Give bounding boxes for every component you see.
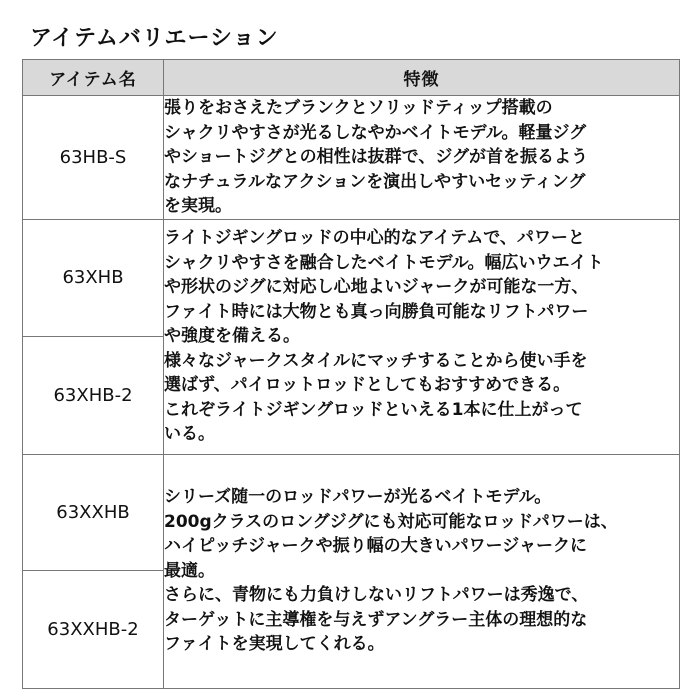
- feature-cell: [164, 219, 680, 454]
- feature-line: なナチュラルなアクションを演出しやすいセッティング: [164, 171, 586, 192]
- feature-line: 選ばず、パイロットロッドとしてもおすすめできる。: [164, 375, 571, 396]
- feature-line: さらに、青物にも力負けしないリフトパワーは秀逸で、: [164, 585, 589, 606]
- feature-line: 様々なジャークスタイルにマッチすることから使い手を: [164, 350, 588, 371]
- feature-line: ファイト時には大物とも真っ向勝負可能なリフトパワー: [164, 301, 589, 322]
- item-name-cell: 63HB-S: [23, 96, 164, 220]
- feature-line: や強度を備える。: [164, 326, 300, 347]
- table-row: [23, 219, 680, 336]
- feature-line: シリーズ随一のロッドパワーが光るベイトモデル。: [164, 487, 552, 508]
- feature-line: ターゲットに主導権を与えずアングラー主体の理想的な: [164, 609, 588, 630]
- feature-header: 特徴: [164, 60, 680, 96]
- feature-line: 張りをおさえたブランクとソリッドティップ搭載の: [164, 98, 553, 118]
- feature-line: シャクリやすさが光るしなやかベイトモデル。軽量ジグ: [164, 122, 587, 143]
- feature-line: や形状のジグに対応し心地よいジャークが可能な一方、: [164, 277, 589, 298]
- table-row: [23, 454, 680, 570]
- table-row: [23, 96, 680, 220]
- feature-line: これぞライトジギングロッドといえる1本に仕上がって: [164, 399, 583, 420]
- feature-line: を実現。: [164, 196, 232, 216]
- feature-line: いる。: [164, 424, 215, 445]
- feature-line: 最適。: [164, 560, 215, 581]
- item-name-cell: 63XXHB-2: [23, 570, 164, 688]
- feature-cell: [164, 96, 680, 220]
- item-variation-table: [22, 59, 680, 689]
- feature-line: ハイピッチジャークや振り幅の大きいパワージャークに: [164, 536, 587, 557]
- feature-line: やショートジグとの相性は抜群で、ジグが首を振るよう: [164, 147, 588, 167]
- feature-line: 200gクラスのロングジグにも対応可能なロッドパワーは、: [164, 511, 618, 532]
- feature-line: ファイトを実現してくれる。: [164, 634, 385, 655]
- item-name-cell: 63XHB-2: [23, 336, 164, 454]
- item-name-cell: 63XHB: [23, 219, 164, 336]
- feature-line: シャクリやすさを融合したベイトモデル。幅広いウエイト: [164, 252, 604, 273]
- table-header-row: [23, 60, 680, 96]
- page-title: アイテムバリエーション: [30, 26, 279, 51]
- feature-cell: [164, 454, 680, 688]
- item-name-cell: 63XXHB: [23, 454, 164, 570]
- feature-line: ライトジギングロッドの中心的なアイテムで、パワーと: [164, 228, 585, 249]
- item-name-header: アイテム名: [23, 60, 164, 96]
